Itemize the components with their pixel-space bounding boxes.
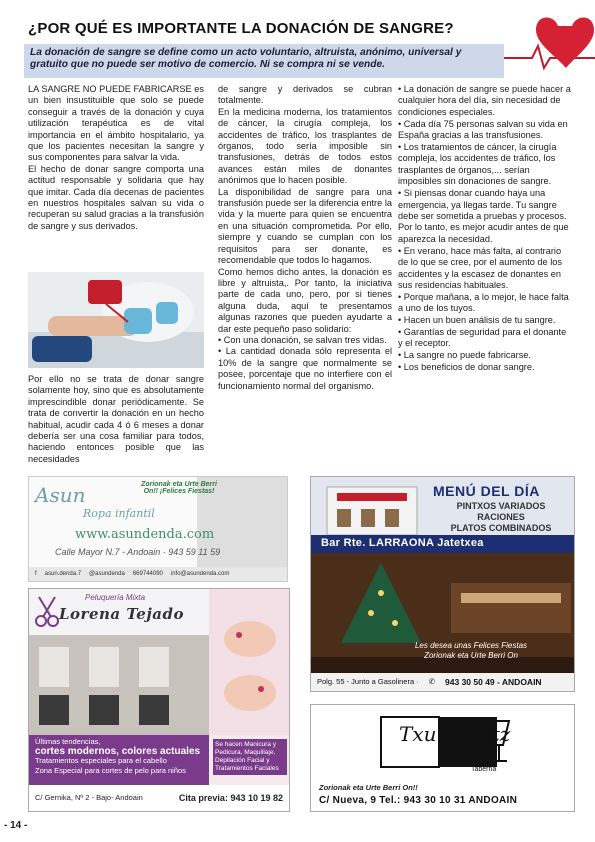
menu-item: PINTXOS VARIADOS [456,501,546,511]
lorena-phone[interactable]: Cita previa: 943 10 19 82 [178,793,283,803]
service-line: Últimas tendencias, [35,737,101,746]
list-item: • En verano, hace más falta, al contrario de lo que se cree, por el aumento de los accidentes y la escasez de donantes en sus residencias habituales. [398,245,562,290]
article-column-1 [28,84,204,232]
menu-del-dia: MENÚ DEL DÍA [433,483,540,499]
lorena-name: Lorena Tejado [59,605,184,623]
larraona-footer [311,673,574,691]
service-line: Tratamientos especiales para el cabello [35,756,167,765]
greeting-line: Les desea unas Felices Fiestas [414,641,528,650]
manicure-photo [209,589,290,735]
list-item: • Los beneficios de donar sangre. [398,362,535,373]
larraona-greeting [371,641,571,661]
article-column-2 [218,84,392,392]
txuri-beltz-logo [371,711,521,775]
list-item: • Si piensas donar cuando haya una emergencia, ya llegas tarde. Tu sangre debe ser sometida a pruebas y procesos. Por lo tanto, es mejor acudir antes de que aparezca la necesidad. [398,188,569,244]
article-intro: La donación de sangre se define como un acto voluntario, altruista, anónimo, universal y gratuito que no puede ser motivo de comercio. Ni se compra ni se vende. [24,44,504,78]
asun-greeting: Zorionak eta Urte Berri On!! ¡Felices Fiestas! [141,481,217,495]
lorena-tejado-ad[interactable] [28,588,290,812]
larraona-name-bar: Bar Rte. LARRAONA Jatetxea [311,535,574,553]
list-item: • Los tratamientos de cáncer, la cirugía compleja, los accidentes de tráfico, los trasplantes de órganos,... serían imposibles sin donaciones de sangre. [398,142,557,187]
paragraph: de sangre y derivados se cubran totalmente. [218,84,392,106]
article-title: ¿POR QUÉ ES IMPORTANTE LA DONACIÓN DE SANGRE? [28,20,454,37]
list-item: • Con una donación, se salvan tres vidas. [218,334,387,345]
scissors-icon [35,595,59,629]
asun-email[interactable]: info@asundenda.com [170,571,230,577]
txuri-beltz-ad[interactable] [310,704,575,812]
menu-items [441,501,561,534]
asun-instagram[interactable]: @asundenda [89,571,125,577]
asun-logo: Asun [35,483,86,507]
txuri-beltz-name: Txuri Beltz [399,722,511,746]
phone-icon: ✆ [428,677,436,686]
building-illustration [317,479,427,535]
blood-donation-photo [28,272,204,368]
lorena-services [29,735,209,787]
lorena-beauty-panel [209,589,290,787]
heart-icon [496,6,595,82]
list-item: • Hacen un buen análisis de tu sangre. [398,315,556,326]
article-column-1-continued [28,374,204,465]
list-item: • La cantidad donada sólo representa el 10% de la sangre que normalmente se posee, porcentaje que no interfiere con el funcionamiento normal del organismo. [218,346,392,391]
lorena-beauty-services: Se hacen Manicura y Pedicura, Maquillaje, Depilación Facial y Tratamientos Faciales [213,739,287,775]
list-item: • La donación de sangre se puede hacer a cualquier hora del día, sin necesidad de condiciones especiales. [398,84,571,117]
service-line: cortes modernos, colores actuales [35,745,201,757]
salon-photo [29,635,209,735]
larraona-ad[interactable] [310,476,575,692]
list-item: • La sangre no puede fabricarse. [398,350,531,361]
lorena-footer [29,785,289,811]
facebook-icon[interactable]: f [35,571,37,577]
paragraph: La disponibilidad de sangre para una transfusión puede ser la diferencia entre la vida y la muerte para quien se encuentra en una situación comprometida. Por ello, siempre y cuando se cumplan con los requisitos para ser donante, es recomendable que todos lo hagamos. [218,186,392,266]
txuri-beltz-sub: Taberna [471,766,497,773]
asun-ad[interactable] [28,476,288,582]
service-line: Zona Especial para cortes de pelo para niños [35,765,186,775]
asun-phone[interactable]: 669744090 [132,571,163,577]
larraona-phone[interactable]: 943 30 50 49 - ANDOAIN [445,677,542,687]
page-number: - 14 - [4,820,28,831]
list-item: • Cada día 75 personas salvan su vida en España gracias a las transfusiones. [398,118,568,141]
menu-item: PLATOS COMBINADOS [450,523,552,533]
paragraph: LA SANGRE NO PUEDE FABRICARSE es un bien insustituible que solo se puede conseguir a través de la donación y cuya utilización terapéutica es de vital importancia en el ámbito hospitalario, ya que los pacientes necesitan la sangre y sus componentes para salvar la vida. [28,84,204,163]
asun-address: Calle Mayor N.7 - Andoain · 943 59 11 59 [55,547,221,557]
paragraph: Como hemos dicho antes, la donación es libre y altruista,. Por tanto, la iniciativa parte de cada uno, pero, por si tienes alguna duda, aquí te presentamos algunas razones que pueden ayudarte a dar este pequeño paso solidario: [218,266,392,334]
menu-item: RACIONES [477,512,525,522]
list-item: • Porque mañana, a lo mejor, le hace falta a uno de los tuyos. [398,291,569,314]
paragraph: En la medicina moderna, los tratamientos de cáncer, la cirugía compleja, los accidentes de tráfico, los trasplantes de órganos, todo sería imposible sin transfusiones, detrás de todos estos avances están miles de donantes anónimos que lo hacen posible. [218,106,392,186]
lorena-subtitle: Peluquería Mixta [85,593,146,602]
paragraph: Por ello no se trata de donar sangre solamente hoy, sino que es absolutamente imprescindible donar periódicamente. Se trata de convertir la donación en un hecho habitual, acudir cada 4 ó 6 meses a donar debería ser una cosa familiar para todos, haciendo entonces posible que las necesidades [28,374,204,464]
larraona-address: Polg. 55 - Junto a Gasolinera · [317,677,419,686]
txuri-address: C/ Nueva, 9 Tel.: 943 30 10 31 ANDOAIN [319,795,518,806]
list-item: • Garantías de seguridad para el donante y el receptor. [398,327,567,349]
article-column-3 [398,84,572,374]
paragraph: El hecho de donar sangre comporta una actitud responsable y solidaria que hay que imitar. Cada día decenas de pacientes en nuestros hospitales salvan su vida o recuperan su salud gracias a la transfusión de sangre y sus derivados. [28,163,204,231]
asun-facebook[interactable]: asun.denda.7 [44,571,82,577]
asun-website-link[interactable]: www.asundenda.com [75,527,215,542]
txuri-greeting: Zorionak eta Urte Berri On!! [319,783,418,792]
greeting-line: Zorionak eta Urte Berri On [424,651,518,660]
asun-subtitle: Ropa infantil [83,507,155,520]
lorena-address: C/ Gernika, Nº 2 - Bajo- Andoain [35,793,143,802]
asun-contact-bar [29,567,287,581]
